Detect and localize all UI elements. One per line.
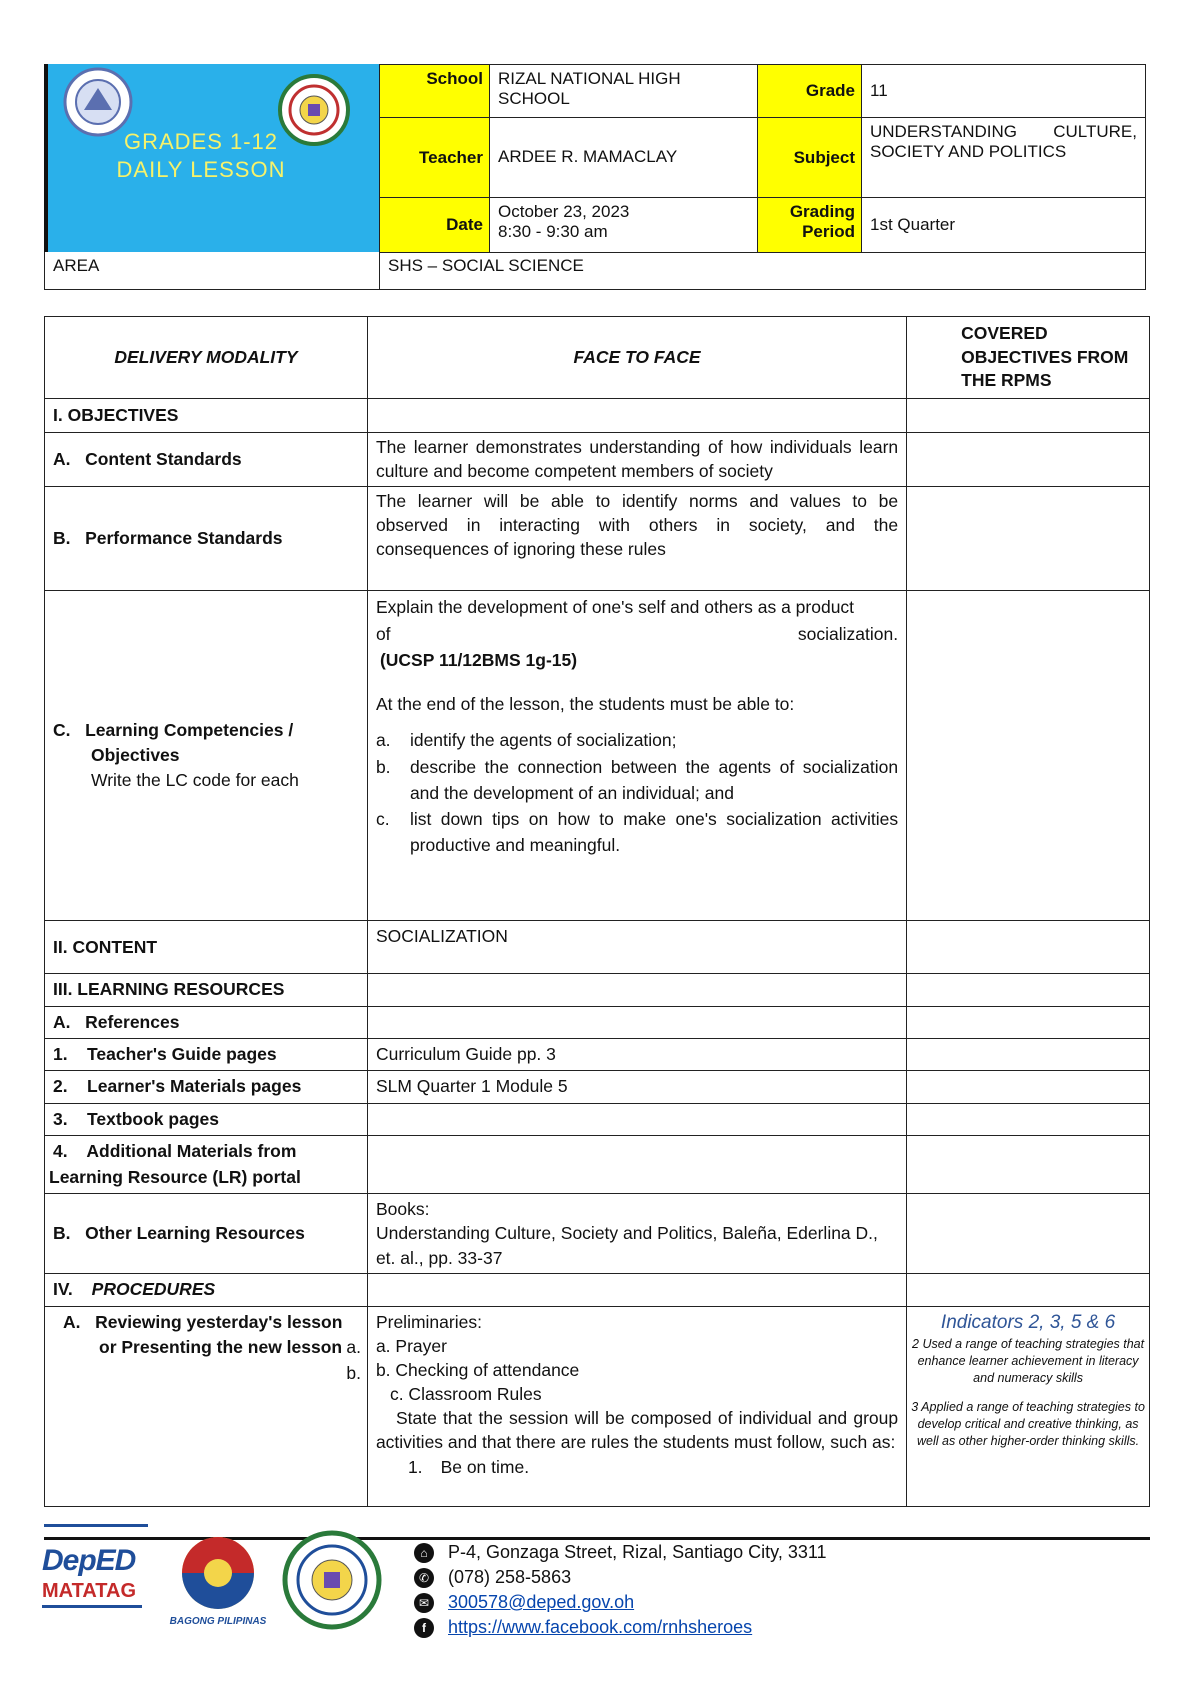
other-resources-label: B. Other Learning Resources bbox=[45, 1193, 368, 1274]
content-standards-label: A. Content Standards bbox=[45, 433, 368, 487]
content-value: SOCIALIZATION bbox=[367, 921, 906, 974]
phone-row bbox=[414, 1565, 827, 1590]
school-label: School bbox=[380, 65, 490, 118]
indicators-cell bbox=[907, 1306, 1150, 1506]
school-value: RIZAL NATIONAL HIGH SCHOOL bbox=[490, 65, 758, 118]
learners-materials-value: SLM Quarter 1 Module 5 bbox=[367, 1071, 906, 1103]
email-icon: ✉ bbox=[414, 1593, 434, 1613]
subject-label: Subject bbox=[758, 118, 862, 198]
bagong-pilipinas-icon bbox=[168, 1533, 268, 1611]
banner-title-line1: GRADES 1-12 bbox=[123, 129, 279, 154]
email-row bbox=[414, 1590, 827, 1615]
facebook-row bbox=[414, 1615, 827, 1640]
lc-item: a. identify the agents of socialization; bbox=[375, 730, 677, 751]
area-value: SHS – SOCIAL SCIENCE bbox=[388, 256, 584, 275]
email-link[interactable]: 300578@deped.gov.oh bbox=[448, 1592, 635, 1612]
deped-matatag-logo bbox=[42, 1544, 154, 1608]
col-header-face-to-face: FACE TO FACE bbox=[367, 317, 906, 399]
lc-item: b. describe the connection between the agents of socialization and the development of an individual; and bbox=[375, 756, 899, 803]
school-seal-footer-icon bbox=[282, 1530, 382, 1630]
lesson-plan-table bbox=[44, 316, 1150, 1507]
subject-value: UNDERSTANDING CULTURE, SOCIETY AND POLITICS bbox=[862, 118, 1146, 198]
grading-period-label: Grading Period bbox=[758, 198, 862, 253]
matatag-logo-text: MATATAG bbox=[42, 1580, 137, 1602]
phone-text: (078) 258-5863 bbox=[448, 1567, 572, 1587]
teacher-label: Teacher bbox=[380, 118, 490, 198]
phone-icon: ✆ bbox=[414, 1568, 434, 1588]
header-info-table bbox=[379, 64, 1146, 253]
learning-competencies-label: C. Learning Competencies / Objectives Write the LC code for each bbox=[45, 591, 368, 921]
section-learning-resources: III. LEARNING RESOURCES bbox=[45, 974, 368, 1006]
additional-materials-label: 4. Additional Materials from Learning Resource (LR) portal bbox=[45, 1136, 368, 1194]
performance-standards-text: The learner will be able to identify norms and values to be observed in interacting with others in society, and the consequences of ignoring these rules bbox=[367, 487, 906, 591]
footer-accent-line bbox=[44, 1524, 148, 1527]
teachers-guide-value: Curriculum Guide pp. 3 bbox=[367, 1039, 906, 1071]
banner-title-line2: DAILY LESSON bbox=[116, 156, 286, 182]
grading-period-value: 1st Quarter bbox=[862, 198, 1146, 253]
col-header-rpms: COVERED OBJECTIVES FROM THE RPMS bbox=[907, 317, 1150, 399]
other-resources-text: Books: Understanding Culture, Society and Politics, Baleña, Ederlina D., et. al., pp. 33-37 bbox=[367, 1193, 906, 1274]
facebook-icon: f bbox=[414, 1618, 434, 1638]
references-label: A. References bbox=[45, 1006, 368, 1038]
learners-materials-label: 2. Learner's Materials pages bbox=[45, 1071, 368, 1103]
area-row bbox=[44, 252, 1146, 290]
facebook-link[interactable]: https://www.facebook.com/rnhsheroes bbox=[448, 1617, 753, 1637]
date-label: Date bbox=[380, 198, 490, 253]
footer-contact bbox=[414, 1540, 827, 1640]
lc-item: c. list down tips on how to make one's socialization activities productive and meaningful. bbox=[375, 809, 899, 856]
grade-label: Grade bbox=[758, 65, 862, 118]
location-icon: ⌂ bbox=[414, 1543, 434, 1563]
address-row bbox=[414, 1540, 827, 1565]
deped-logo-text: DepED bbox=[42, 1544, 136, 1577]
address-text: P-4, Gonzaga Street, Rizal, Santiago City, 3311 bbox=[448, 1542, 827, 1562]
section-procedures: IV. PROCEDURES bbox=[45, 1274, 368, 1306]
header-banner bbox=[44, 64, 379, 252]
indicator-3: 3 Applied a range of teaching strategies to develop critical and creative thinking, as well as other higher-order thinking skills. bbox=[911, 1399, 1145, 1448]
date-value: October 23, 2023 8:30 - 9:30 am bbox=[490, 198, 758, 253]
reviewing-lesson-label: A. Reviewing yesterday's lesson or Presenting the new lesson a. b. bbox=[45, 1306, 368, 1506]
col-header-modality: DELIVERY MODALITY bbox=[45, 317, 368, 399]
learning-competencies-text: Explain the development of one's self and others as a product of socialization. (UCSP 11/12BMS 1g-15) At the end of the lesson, the students must be able to: a. identify the agents of socialization; b. describe the connection between the agents of socialization and the development of an individual; and c. list down tips on how to make one's socialization activities productive and meaningful. bbox=[367, 591, 906, 921]
indicator-2: 2 Used a range of teaching strategies that enhance learner achievement in literacy and numeracy skills bbox=[912, 1337, 1145, 1386]
section-content: II. CONTENT bbox=[45, 921, 368, 974]
bagong-pilipinas-logo bbox=[168, 1533, 268, 1633]
teachers-guide-label: 1. Teacher's Guide pages bbox=[45, 1039, 368, 1071]
textbook-label: 3. Textbook pages bbox=[45, 1103, 368, 1135]
performance-standards-label: B. Performance Standards bbox=[45, 487, 368, 591]
reviewing-lesson-text: Preliminaries: a. Prayer b. Checking of attendance c. Classroom Rules State that the session will be composed of individual and group activities and that there are rules the students must follow, such as: 1. Be on time. bbox=[367, 1306, 906, 1506]
indicators-title: Indicators 2, 3, 5 & 6 bbox=[940, 1311, 1116, 1333]
teacher-value: ARDEE R. MAMACLAY bbox=[490, 118, 758, 198]
content-standards-text: The learner demonstrates understanding of how individuals learn culture and become competent members of society bbox=[367, 433, 906, 487]
section-objectives: I. OBJECTIVES bbox=[45, 399, 368, 433]
grade-value: 11 bbox=[862, 65, 1146, 118]
bagong-pilipinas-text: BAGONG PILIPINAS bbox=[169, 1616, 267, 1627]
area-label: AREA bbox=[45, 252, 380, 289]
lc-code: (UCSP 11/12BMS 1g-15) bbox=[379, 649, 578, 670]
